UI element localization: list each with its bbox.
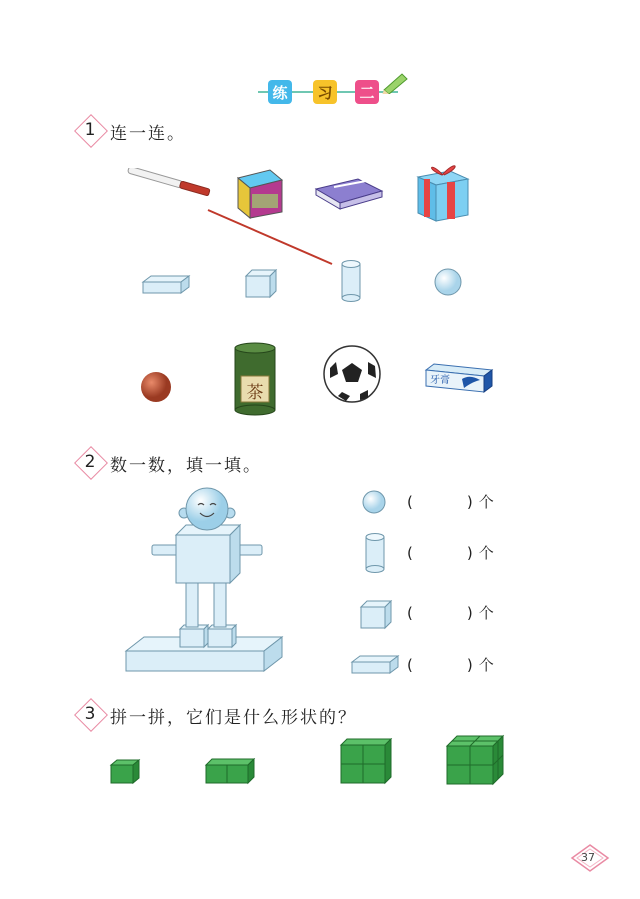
row-cylinder-icon xyxy=(364,532,386,576)
green-block-pair xyxy=(204,758,256,785)
cuboid-shape xyxy=(141,274,191,296)
sphere-shape xyxy=(433,267,463,297)
unit-label: 个 xyxy=(478,544,494,562)
row-sphere-icon xyxy=(361,489,387,515)
title-char-1: 练 xyxy=(268,80,292,104)
green-block-eight xyxy=(445,734,507,786)
page-number: 37 xyxy=(581,851,595,864)
robot-figure xyxy=(122,487,284,675)
answer-row-cuboid xyxy=(407,654,494,675)
paren-open: ( xyxy=(407,544,413,562)
question-3-text: 拼一拼，它们是什么形状的？ xyxy=(110,708,357,728)
row-cuboid-icon xyxy=(350,654,400,676)
chalk-stick-with-match-line xyxy=(120,168,340,268)
question-1-number: 1 xyxy=(84,120,96,140)
book xyxy=(312,175,384,215)
answer-row-cylinder xyxy=(407,542,494,563)
question-2-number: 2 xyxy=(84,452,96,472)
green-block-single xyxy=(109,759,141,785)
rubik-cube-block xyxy=(234,166,286,222)
cylinder-shape xyxy=(340,259,362,303)
question-1-text: 连一连。 xyxy=(110,124,186,144)
red-ball xyxy=(139,370,173,404)
question-2-text: 数一数，填一填。 xyxy=(110,456,262,476)
row-cube-icon xyxy=(359,600,393,630)
unit-label: 个 xyxy=(478,493,494,511)
paren-close: ) xyxy=(466,656,473,674)
toothpaste-label: 牙膏 xyxy=(430,375,450,386)
tea-can-label: 茶 xyxy=(246,383,264,403)
answer-row-sphere xyxy=(407,491,494,512)
paren-open: ( xyxy=(407,493,413,511)
question-3-number: 3 xyxy=(84,704,96,724)
answer-row-cube xyxy=(407,602,494,623)
green-block-four xyxy=(339,738,393,786)
paren-close: ) xyxy=(466,493,473,511)
cube-shape xyxy=(244,269,278,299)
gift-box xyxy=(414,155,472,225)
paren-open: ( xyxy=(407,604,413,622)
unit-label: 个 xyxy=(478,604,494,622)
paren-close: ) xyxy=(466,604,473,622)
title-char-3: 二 xyxy=(355,80,379,104)
unit-label: 个 xyxy=(478,656,494,674)
paren-close: ) xyxy=(466,544,473,562)
exercise-title-banner xyxy=(258,70,418,110)
paren-open: ( xyxy=(407,656,413,674)
pencil-icon xyxy=(380,70,410,94)
title-char-2: 习 xyxy=(313,80,337,104)
soccer-ball xyxy=(322,344,382,404)
